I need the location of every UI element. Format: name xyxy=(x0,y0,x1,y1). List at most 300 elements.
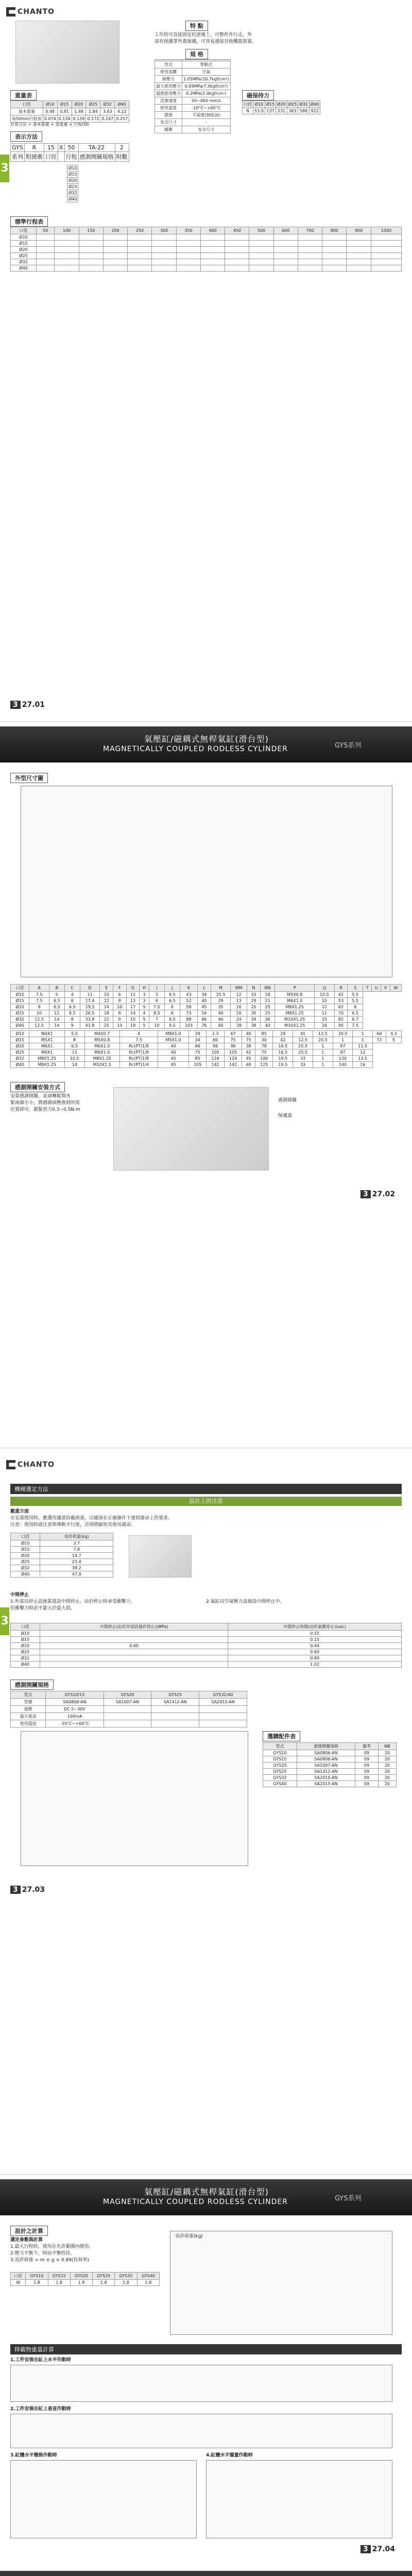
stroke-row xyxy=(11,253,402,259)
moment-text-1: 1.外部以停止設施裝置設中間停止，由於停止時承受衝擊力， xyxy=(10,1599,135,1604)
stroke-header-cell: 800 xyxy=(322,227,347,234)
dim1-cell: 4 xyxy=(64,992,80,998)
banner-series: GYS系列 xyxy=(335,2195,362,2202)
sspec-cell: 使用溫度 xyxy=(11,1720,46,1727)
dim2-cell: 67 xyxy=(224,1030,242,1037)
stroke-cell xyxy=(200,247,225,253)
stroke-row xyxy=(11,241,402,247)
sspec-cell xyxy=(151,1713,199,1720)
spec-row xyxy=(155,97,231,105)
stroke-cell xyxy=(128,234,152,241)
sspec-cell: 最大電流 xyxy=(11,1713,46,1720)
spec-cell: 空氣 xyxy=(182,69,231,76)
stroke-header-cell: 400 xyxy=(200,227,225,234)
bore-cell: Ø40 xyxy=(67,196,78,202)
acc-cell: 09 xyxy=(355,1756,379,1762)
spec-row xyxy=(155,76,231,83)
spec-cell: 使用溫度 xyxy=(155,105,182,112)
calc-figure-3 xyxy=(10,2460,197,2538)
mag-cell: 137 xyxy=(265,108,276,114)
moment-row xyxy=(11,1637,402,1643)
moment-cell: 0.55 xyxy=(228,1631,402,1637)
dim1-cell: 6.7 xyxy=(348,1016,363,1023)
sensor-install-image xyxy=(113,1087,269,1171)
stroke-cell xyxy=(103,253,127,259)
dim1-cell: 29 xyxy=(247,998,261,1004)
dim1-cell: 15 xyxy=(315,1016,335,1023)
load-cell: Ø32 xyxy=(11,1565,40,1571)
sspec-cell xyxy=(199,1713,247,1720)
sensor-label-2: 保護蓋 xyxy=(278,1113,293,1118)
dim-title: 外型尺寸圖 xyxy=(10,773,48,783)
load-cell: 7.8 xyxy=(40,1547,113,1553)
dim1-header-cell: A xyxy=(29,985,49,992)
dim1-cell: 10 xyxy=(100,992,113,998)
dim2-cell: 105 xyxy=(189,1061,207,1067)
dim1-cell: 103 xyxy=(180,1023,197,1029)
dim1-cell: M8X1.25 xyxy=(275,1004,315,1010)
stroke-cell xyxy=(298,234,322,241)
features-title: 特 點 xyxy=(185,21,208,31)
dim1-cell: 10.5 xyxy=(315,992,335,998)
dim1-cell: 11 xyxy=(49,1010,64,1016)
brand-logo: CHANTO xyxy=(6,1460,55,1469)
dim1-cell: 5 xyxy=(49,992,64,998)
dim1-header-cell: M xyxy=(211,985,231,992)
dim1-cell: 14 xyxy=(126,1010,140,1016)
dim1-cell: 12 xyxy=(231,992,247,998)
dim1-cell: 6.5 xyxy=(348,1010,363,1016)
dim1-cell: 28 xyxy=(231,1023,247,1029)
stroke-cell: Ø15 xyxy=(11,241,37,247)
weight-header-cell: Ø40 xyxy=(115,101,129,108)
dim1-cell: 95 xyxy=(334,1023,348,1029)
sspec-row xyxy=(11,1699,247,1706)
moment-cell xyxy=(40,1662,228,1668)
acc-row xyxy=(263,1762,397,1769)
spec-table xyxy=(154,59,231,133)
stroke-cell: Ø10 xyxy=(11,234,37,241)
dim2-cell: M4X0.7 xyxy=(84,1030,119,1037)
dim2-cell: Ø25 xyxy=(11,1049,29,1055)
acc-row xyxy=(263,1756,397,1762)
stroke-cell xyxy=(200,253,225,259)
dim2-cell: 1 xyxy=(313,1055,333,1061)
dim2-cell: 20.5 xyxy=(313,1037,333,1043)
features-line-1: 工作時可直接固定於滑塊上，可整件作行走，外 xyxy=(154,32,252,38)
dim1-cell: 7 xyxy=(149,1016,164,1023)
dim1-cell: 8.5 xyxy=(164,992,180,998)
item-3: 3.缸體水平懸掛作動時 xyxy=(10,2453,57,2458)
spec-row xyxy=(155,126,231,133)
stroke-cell xyxy=(55,265,79,272)
stroke-cell xyxy=(298,253,322,259)
acc-header-cell: NB xyxy=(378,1743,396,1750)
weight-cell: 0.139 xyxy=(72,115,86,123)
acc-cell: 20 xyxy=(378,1769,396,1775)
stroke-cell xyxy=(298,247,322,253)
banner-title-en: MAGNETICALLY COUPLED RODLESS CYLINDER xyxy=(103,2198,288,2206)
acc-cell: GYS32 xyxy=(263,1775,297,1781)
dim2-cell: 45 xyxy=(158,1055,189,1061)
spec-cell: 0.69MPa(7.0kgf/cm²) xyxy=(182,83,231,90)
stroke-cell xyxy=(298,259,322,265)
spec-cell: 單動式 xyxy=(182,61,231,69)
acc-cell: SA2015-AN xyxy=(297,1775,355,1781)
dim1-header-cell: T xyxy=(363,985,372,992)
stroke-cell xyxy=(273,253,298,259)
side-tab: 3 xyxy=(0,1607,9,1635)
dim1-header-cell: I xyxy=(149,985,164,992)
acc-cell: 09 xyxy=(355,1775,379,1781)
acc-cell: SA0806-AN xyxy=(297,1756,355,1762)
dim2-cell: 142 xyxy=(224,1061,242,1067)
mag-cell: 363 xyxy=(287,108,298,114)
spec-cell: 1.05MPa(10.7kgf/cm²) xyxy=(182,76,231,83)
sspec-row xyxy=(11,1706,247,1713)
dim2-cell: 75 xyxy=(242,1037,255,1043)
dim1-cell: 14 xyxy=(49,1023,64,1029)
dim1-cell: 30 xyxy=(247,1010,261,1016)
dim2-cell: M8X1.25 xyxy=(84,1055,119,1061)
moment-cell xyxy=(40,1655,228,1662)
sspec-header-cell: GYS32/40 xyxy=(199,1691,247,1699)
stroke-cell xyxy=(79,259,103,265)
stroke-cell xyxy=(371,241,401,247)
moment-cell xyxy=(40,1631,228,1637)
load-cell: Ø40 xyxy=(11,1571,40,1578)
dim2-cell: 13.5 xyxy=(353,1055,373,1061)
spec-row xyxy=(155,83,231,90)
dim1-cell: 14 xyxy=(49,1016,64,1023)
dim2-cell: 14 xyxy=(64,1061,84,1067)
dim1-cell: 18 xyxy=(126,1023,140,1029)
dim2-cell: 5 xyxy=(386,1037,401,1043)
dim1-header-cell: 口徑 xyxy=(11,985,29,992)
dim2-cell: M6X1.0 xyxy=(84,1049,119,1055)
dim1-cell: 25 xyxy=(260,1010,275,1016)
dim1-row xyxy=(11,1016,402,1023)
dim2-cell: Rc(PT)1/4 xyxy=(119,1061,158,1067)
dim1-row xyxy=(11,1010,402,1016)
stroke-cell xyxy=(128,247,152,253)
spec-cell: 潤滑 xyxy=(155,112,182,119)
page-4 xyxy=(0,2179,412,2576)
weight-cell: 1.48 xyxy=(72,108,86,115)
weight-cell: 每50mm行程加 xyxy=(11,115,43,123)
dim2-cell: 97 xyxy=(333,1043,353,1049)
sspec-row xyxy=(11,1720,247,1727)
bore-cell: Ø32 xyxy=(67,190,78,196)
dim1-cell: Ø32 xyxy=(11,1016,29,1023)
stroke-cell xyxy=(273,259,298,265)
load-row xyxy=(11,1571,113,1578)
stroke-cell xyxy=(176,265,200,272)
t1-cell: 1.8 xyxy=(70,2280,92,2286)
banner-series: GYS系列 xyxy=(335,742,362,750)
acc-cell: 20 xyxy=(378,1762,396,1769)
dim1-cell: 10 xyxy=(149,1023,164,1029)
acc-cell: SA2015-AN xyxy=(297,1781,355,1787)
spec-cell: 活塞速度 xyxy=(155,97,182,105)
stroke-row xyxy=(11,234,402,241)
dim2-cell: 85 xyxy=(189,1055,207,1061)
graph-label: 容許荷重(kg) xyxy=(175,2234,203,2239)
dim2-cell: 4 xyxy=(119,1030,158,1037)
dim1-cell: 6.5 xyxy=(49,998,64,1004)
calc-table-2 xyxy=(10,2414,392,2448)
dim1-cell: 3 xyxy=(149,992,164,998)
stroke-cell xyxy=(225,259,249,265)
stroke-header-cell: 450 xyxy=(225,227,249,234)
dim2-cell: 1 xyxy=(313,1049,333,1055)
order-label-cell: 口徑 xyxy=(44,152,58,162)
dim1-cell: M10X1.25 xyxy=(275,1016,315,1023)
page-1 xyxy=(0,0,412,722)
sensor-label-1: 感測開關 xyxy=(278,1098,297,1103)
dim2-cell: 75 xyxy=(189,1049,207,1055)
stroke-cell xyxy=(79,247,103,253)
stroke-cell xyxy=(273,241,298,247)
dim1-cell: 7.5 xyxy=(29,998,49,1004)
load-cell: 23.4 xyxy=(40,1559,113,1565)
dim1-header-cell: MM xyxy=(231,985,247,992)
moment-cell: Ø10 xyxy=(11,1631,40,1637)
t1-header-cell: GYS40 xyxy=(137,2273,159,2280)
dim1-cell: 34 xyxy=(198,992,211,998)
stroke-header-cell: 250 xyxy=(128,227,152,234)
load-graph xyxy=(170,2231,392,2335)
side-tab: 3 xyxy=(0,155,9,182)
dim1-header-cell: H xyxy=(140,985,149,992)
dim2-cell: 33 xyxy=(293,1061,313,1067)
page-number-3: 3 27.03 xyxy=(10,1886,45,1894)
moment-header-cell: 中間停止(由於外部設施作停止)(MPa) xyxy=(40,1623,228,1631)
dim1-cell: 8 xyxy=(64,1016,80,1023)
dim2-cell: 11 xyxy=(64,1049,84,1055)
stroke-table-title: 標準行程表 xyxy=(10,216,48,227)
mag-title: 磁保持力 xyxy=(242,90,274,100)
page-banner-2 xyxy=(0,2571,412,2576)
stroke-header-cell: 350 xyxy=(176,227,200,234)
dim1-header-cell: N xyxy=(247,985,261,992)
dim1-cell: 24 xyxy=(231,1016,247,1023)
load-row xyxy=(11,1553,113,1559)
dim2-cell: 1 xyxy=(313,1061,333,1067)
dim1-cell: 53 xyxy=(334,998,348,1004)
stroke-cell xyxy=(273,234,298,241)
order-label-cell xyxy=(58,152,65,162)
sspec-cell xyxy=(151,1706,199,1713)
sspec-cell: 電壓 xyxy=(11,1706,46,1713)
acc-cell: 09 xyxy=(355,1750,379,1756)
load-image xyxy=(129,1535,192,1578)
stroke-cell xyxy=(322,265,347,272)
dim1-header-cell: K xyxy=(180,985,197,992)
load-row xyxy=(11,1559,113,1565)
stroke-cell xyxy=(322,253,347,259)
weight-note: 計算方法 = 基本重量 + 加重量 × 行程/50 xyxy=(10,122,89,127)
weight-cell: 1.84 xyxy=(86,108,100,115)
stroke-cell xyxy=(103,234,127,241)
dim1-cell: 25 xyxy=(247,1004,261,1010)
stroke-cell xyxy=(322,247,347,253)
order-label-cell: 附數 xyxy=(115,152,129,162)
stroke-cell xyxy=(55,241,79,247)
product-image xyxy=(15,21,119,83)
load-cell: Ø10 xyxy=(11,1540,40,1547)
dim1-cell: 13 xyxy=(231,998,247,1004)
dim1-cell: 5 xyxy=(140,1023,149,1029)
dimension-drawing xyxy=(21,786,392,977)
acc-cell: GYS15 xyxy=(263,1756,297,1762)
dim1-cell: 3 xyxy=(140,992,149,998)
dim1-cell: 18 xyxy=(100,1010,113,1016)
moment-cell: Ø25 xyxy=(11,1649,40,1655)
dim1-cell: 5 xyxy=(140,1004,149,1010)
order-label-cell: 行程 xyxy=(64,152,78,162)
stroke-cell xyxy=(200,259,225,265)
dim1-cell: 70 xyxy=(334,1010,348,1016)
dimension-table-2 xyxy=(10,1030,402,1068)
load-row xyxy=(11,1540,113,1547)
stroke-cell: Ø32 xyxy=(11,259,37,265)
sspec-cell xyxy=(151,1720,199,1727)
stroke-cell xyxy=(200,241,225,247)
stroke-header-cell: 100 xyxy=(55,227,79,234)
t1-header-cell: GYS20 xyxy=(70,2273,92,2280)
sensor-title: 感測開關安裝方式 xyxy=(10,1082,65,1092)
dim2-cell: M8X1.0 xyxy=(158,1030,189,1037)
dim1-header-cell: J xyxy=(164,985,180,992)
stroke-cell xyxy=(347,234,371,241)
weight-cell: 0.172 xyxy=(86,115,100,123)
dim1-cell: 6 xyxy=(64,998,80,1004)
stroke-cell xyxy=(371,259,401,265)
spec-cell: - xyxy=(182,119,231,126)
dim1-cell: 42 xyxy=(334,992,348,998)
calc-title: 設計上的注意 xyxy=(10,1497,402,1506)
dim2-cell: Ø32 xyxy=(11,1055,29,1061)
stroke-cell xyxy=(176,253,200,259)
load-row xyxy=(11,1547,113,1553)
weight-cell: 4.22 xyxy=(115,108,129,115)
dim1-cell: 43 xyxy=(180,992,197,998)
acc-cell: 09 xyxy=(355,1762,379,1769)
t1-header-cell: GYS10 xyxy=(26,2273,48,2280)
dim1-cell: 22 xyxy=(100,1016,113,1023)
bore-cell: Ø10 xyxy=(67,165,78,172)
dim1-cell: 34 xyxy=(247,1016,261,1023)
mag-cell: 53.9 xyxy=(253,108,265,114)
sspec-row xyxy=(11,1713,247,1720)
dim2-cell: 12.5 xyxy=(313,1030,333,1037)
dim2-cell: 140 xyxy=(333,1061,353,1067)
dim1-header-cell: B xyxy=(49,985,64,992)
load-subtitle: 載重方面 xyxy=(10,1509,29,1514)
order-label-cell: 附緩衝 xyxy=(25,152,44,162)
dim2-cell: 96 xyxy=(224,1043,242,1049)
dim2-cell: 72 xyxy=(373,1037,386,1043)
chanto-logo-icon xyxy=(6,7,15,16)
dim2-cell: M6X1 xyxy=(29,1049,64,1055)
stroke-cell xyxy=(371,265,401,272)
dim2-cell: 8 xyxy=(64,1037,84,1043)
stroke-cell xyxy=(37,265,55,272)
dim1-cell: 5.5 xyxy=(348,998,363,1004)
dim1-cell: Ø40 xyxy=(11,1023,29,1029)
dim1-cell: 33 xyxy=(247,992,261,998)
stroke-cell xyxy=(371,234,401,241)
dim1-cell: 8 xyxy=(113,1010,126,1016)
moment-cell: 0.44 xyxy=(228,1643,402,1649)
sensor-line-2: 緊兩個小小，將感測頭壓推到所需 xyxy=(10,1100,80,1106)
stroke-cell xyxy=(200,234,225,241)
dim1-cell: 40 xyxy=(211,1010,231,1016)
spec-cell: -10°C~+60°C xyxy=(182,105,231,112)
acc-cell: 20 xyxy=(378,1750,396,1756)
dim2-cell: 85 xyxy=(255,1030,273,1037)
dim1-cell: 18 xyxy=(260,992,275,998)
dim1-header-cell: F xyxy=(113,985,126,992)
moment-cell: Ø32 xyxy=(11,1655,40,1662)
moment-row xyxy=(11,1649,402,1655)
dim2-cell: Ø10 xyxy=(11,1030,29,1037)
dim1-cell: M10X1.25 xyxy=(275,1023,315,1029)
weight-cell: 3.63 xyxy=(100,108,115,115)
dim2-cell: 19.5 xyxy=(273,1055,293,1061)
stroke-header-cell: 口徑 xyxy=(11,227,37,234)
dimension-table-1 xyxy=(10,984,402,1029)
dim2-cell: 60 xyxy=(207,1037,224,1043)
t1-cell: 1.8 xyxy=(48,2280,70,2286)
dim1-cell: 73 xyxy=(180,1010,197,1016)
dim1-cell: 12.5 xyxy=(29,1016,49,1023)
dim1-cell: 7.5 xyxy=(29,992,49,998)
dim2-cell: Rc(PT)1/8 xyxy=(119,1043,158,1049)
stroke-cell xyxy=(347,241,371,247)
t1-table xyxy=(10,2272,160,2286)
mag-cell: 922 xyxy=(309,108,320,114)
dim1-cell: 12 xyxy=(126,992,140,998)
dim1-cell: 6 xyxy=(164,1004,180,1010)
stroke-header-cell: 200 xyxy=(103,227,127,234)
stroke-cell xyxy=(249,265,273,272)
sspec-header-cell: GYS25 xyxy=(151,1691,199,1699)
dim1-cell: 52 xyxy=(180,998,197,1004)
acc-header-cell: 感測開關規格 xyxy=(297,1743,355,1750)
t1-cell: 1.8 xyxy=(26,2280,48,2286)
stroke-cell xyxy=(152,259,176,265)
dim2-cell: 97 xyxy=(333,1049,353,1055)
stroke-cell xyxy=(176,259,200,265)
dim1-cell: 88 xyxy=(180,1016,197,1023)
dim2-cell: 66 xyxy=(189,1043,207,1049)
load-text-1: 在安裝使用時，應選用適當的載荷重，以確保在正確操作下達到壽命上的要求。 xyxy=(10,1516,173,1521)
stroke-cell xyxy=(37,247,55,253)
dim1-cell: 8 xyxy=(164,1010,180,1016)
spec-cell: 耐壓力 xyxy=(155,76,182,83)
dim2-row xyxy=(11,1030,402,1037)
order-code-cell: R xyxy=(25,144,44,152)
t1-cell: W xyxy=(11,2280,26,2286)
order-code-cell: 15 xyxy=(44,144,58,152)
mag-cell: 231 xyxy=(276,108,287,114)
stroke-cell xyxy=(103,259,127,265)
dim1-cell: 33.8 xyxy=(80,1016,100,1023)
moment-text-3: 2.氣缸以空氣壓力設施設中間停止中。 xyxy=(206,1599,285,1604)
dim1-cell: 76 xyxy=(198,1023,211,1029)
